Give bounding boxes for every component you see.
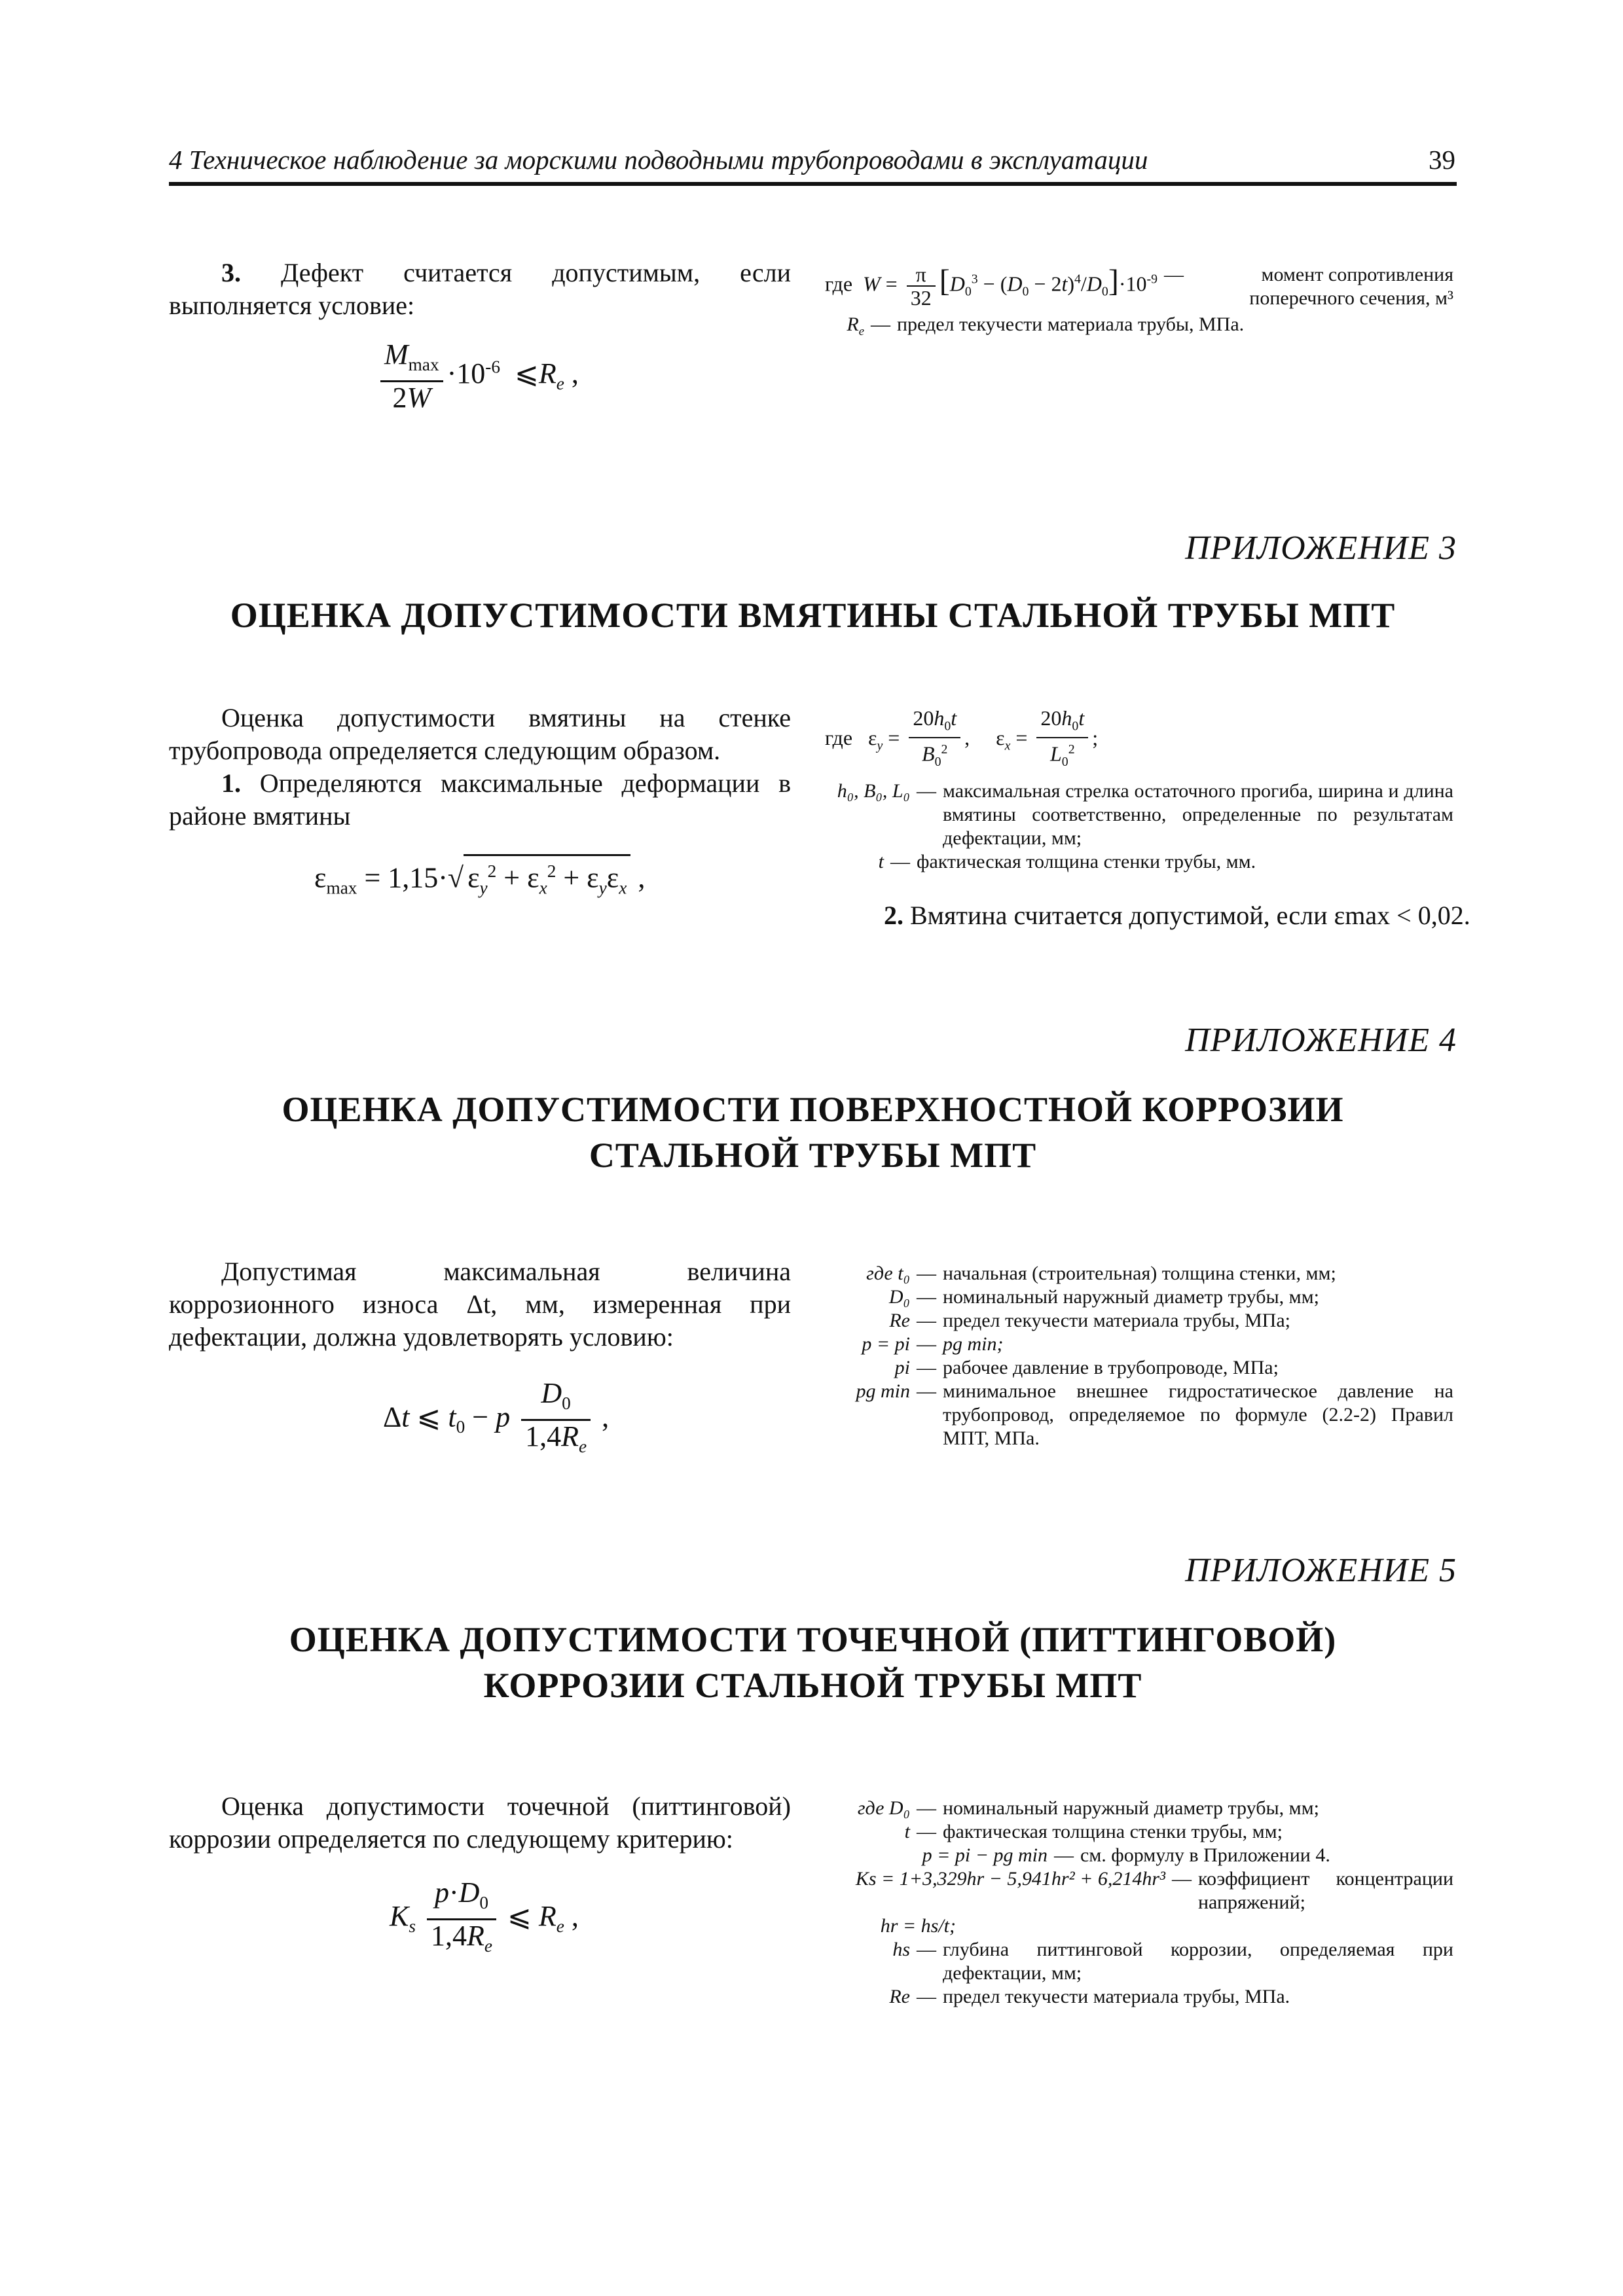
note-key: h₀, B₀, L₀ xyxy=(837,780,910,802)
note-row: p = pi − pg min — см. формулу в Приложении 4. xyxy=(825,1844,1453,1867)
note-row: где W = $\frac{\pi}{32}$ $[D_0^3 - (D_0 - 2t)^4/D_0]\cdot 10^{-9}$ — момент сопротивления поперечного сечения, м³ xyxy=(825,262,1453,310)
note-text: предел текучести материала трубы, МПа. xyxy=(897,314,1245,335)
note-row: pg min — минимальное внешнее гидростатическое давление на трубопровод, определяемое по формуле (2.2-2) Правил МПТ, МПа. xyxy=(825,1380,1453,1450)
note-row: p = pi — pg min; xyxy=(825,1333,1453,1356)
paragraph-text: Допустимая максимальная величина коррозионного износа Δt, мм, измеренная при дефектации, должна удовлетворять условию: xyxy=(169,1257,791,1352)
note-row: t — фактическая толщина стенки трубы, мм. xyxy=(825,850,1453,874)
running-header-title: 4 Техническое наблюдение за морскими подводными трубопроводами в эксплуатации xyxy=(169,145,1148,175)
item-number: 3. xyxy=(221,258,241,287)
appendix-3-notes xyxy=(825,707,1453,874)
note-row: где t₀ — начальная (строительная) толщина стенки, мм; xyxy=(825,1262,1453,1285)
note-row: $R_e$ — предел текучести материала трубы, МПа. xyxy=(825,313,1453,344)
note-key: t xyxy=(904,1821,910,1842)
note-key: Re xyxy=(889,1986,910,2007)
defect-condition-paragraph xyxy=(169,257,791,322)
appendix-5-notes xyxy=(825,1797,1453,2009)
strain-components-formula: где $\varepsilon_y$ = $\frac{20h_0t}{B_0^2}$ , $\varepsilon_x$ = $\frac{20h_0t}{L_0^2}$ ; xyxy=(825,706,1099,770)
note-row: pi — рабочее давление в трубопроводе, МПа; xyxy=(825,1356,1453,1380)
title-line: ОЦЕНКА ДОПУСТИМОСТИ ПОВЕРХНОСТНОЙ КОРРОЗИИ xyxy=(282,1090,1344,1129)
note-row: hs — глубина питтинговой коррозии, определяемая при дефектации, мм; xyxy=(825,1938,1453,1985)
max-strain-formula: $\varepsilon_{max} = 1,15\cdot√$ $\varepsilon_y^2 + \varepsilon_x^2 + \varepsilon_y\varepsilon_x$ , xyxy=(314,854,645,903)
note-row: Ks = 1+3,329hr − 5,941hr² + 6,214hr³ — коэффициент концентрации напряжений; xyxy=(825,1867,1453,1914)
appendix-4-text xyxy=(169,1255,791,1354)
title-line: ОЦЕНКА ДОПУСТИМОСТИ ТОЧЕЧНОЙ (ПИТТИНГОВОЙ) xyxy=(289,1620,1337,1659)
appendix-5-text xyxy=(169,1790,791,1856)
paragraph-text: Вмятина считается допустимой, если εmax < 0,02. xyxy=(903,901,1470,930)
paragraph-text: Оценка допустимости точечной (питтинговой) коррозии определяется по следующему критерию: xyxy=(169,1791,791,1854)
note-text: фактическая толщина стенки трубы, мм; xyxy=(943,1821,1283,1842)
note-key: где D₀ xyxy=(857,1797,910,1819)
note-key: Ks = 1+3,329hr − 5,941hr² + 6,214hr³ xyxy=(855,1868,1165,1890)
appendix-4-notes xyxy=(825,1262,1453,1450)
note-text: максимальная стрелка остаточного прогиба, ширина и длина вмятины соответственно, определенные по результатам дефектации, мм; xyxy=(943,780,1453,850)
section-modulus-formula: где W = $\frac{\pi}{32}$ $[D_0^3 - (D_0 - 2t)^4/D_0]\cdot 10^{-9}$ xyxy=(825,262,1158,310)
note-key: t xyxy=(878,851,884,873)
paragraph-text: Оценка допустимости вмятины на стенке трубопровода определяется следующим образом. xyxy=(169,703,791,765)
note-text: минимальное внешнее гидростатическое давление на трубопровод, определяемое по формуле (2.2-2) Правил МПТ, МПа. xyxy=(943,1380,1453,1449)
note-text: глубина питтинговой коррозии, определяемая при дефектации, мм; xyxy=(943,1939,1453,1984)
note-key: p = pi − pg min xyxy=(922,1844,1048,1866)
note-key: hr = hs/t; xyxy=(880,1915,956,1937)
item-number: 1. xyxy=(221,768,241,798)
note-key: Re xyxy=(889,1310,910,1331)
appendix-3-text xyxy=(169,702,791,833)
note-text: см. формулу в Приложении 4. xyxy=(1080,1844,1330,1866)
note-row: Re — предел текучести материала трубы, МПа. xyxy=(825,1985,1453,2009)
note-key: p = pi xyxy=(862,1333,910,1355)
pitting-criterion-formula: $K_s$ $\frac{p\cdot D_0}{1,4R_e}$ ⩽ $R_e$ , xyxy=(390,1876,579,1956)
running-header xyxy=(169,143,1457,186)
paragraph-text: Дефект считается допустимым, если выполняется условие: xyxy=(169,258,791,320)
title-line: КОРРОЗИИ СТАЛЬНОЙ ТРУБЫ МПТ xyxy=(483,1666,1142,1705)
note-row: D₀ — номинальный наружный диаметр трубы, мм; xyxy=(825,1285,1453,1309)
bending-formula-notes xyxy=(825,263,1453,344)
note-text: предел текучести материала трубы, МПа. xyxy=(943,1986,1290,2007)
paragraph-text: Определяются максимальные деформации в районе вмятины xyxy=(169,768,791,831)
appendix-3-label: ПРИЛОЖЕНИЕ 3 xyxy=(1185,529,1457,567)
appendix-5-title xyxy=(169,1617,1457,1708)
note-text: pg min; xyxy=(943,1333,1004,1355)
note-key: $R_e$ xyxy=(847,314,864,338)
appendix-4-title xyxy=(169,1086,1457,1178)
note-text: рабочее давление в трубопроводе, МПа; xyxy=(943,1357,1279,1378)
page-number: 39 xyxy=(1429,145,1455,175)
note-text: фактическая толщина стенки трубы, мм. xyxy=(917,851,1256,873)
bending-formula: $\frac{M_{max}}{2W}$ $\cdot 10^{-6}$ $⩽R_e$ , xyxy=(376,339,579,414)
note-text: номинальный наружный диаметр трубы, мм; xyxy=(943,1286,1319,1308)
note-row xyxy=(825,1914,1453,1938)
item-number: 2. xyxy=(884,901,903,930)
appendix-4-label: ПРИЛОЖЕНИЕ 4 xyxy=(1185,1022,1457,1059)
note-key: pg min xyxy=(856,1380,910,1402)
corrosion-allowance-formula: Δt ⩽ $t_0 - p$ $\frac{D_0}{1,4R_e}$ , xyxy=(383,1377,610,1456)
appendix-5-label: ПРИЛОЖЕНИЕ 5 xyxy=(1185,1552,1457,1589)
note-text: предел текучести материала трубы, МПа; xyxy=(943,1310,1290,1331)
note-row: t — фактическая толщина стенки трубы, мм; xyxy=(825,1820,1453,1844)
note-key: pi xyxy=(894,1357,910,1378)
appendix-3-title: ОЦЕНКА ДОПУСТИМОСТИ ВМЯТИНЫ СТАЛЬНОЙ ТРУБЫ МПТ xyxy=(230,596,1396,635)
note-row: Re — предел текучести материала трубы, МПа; xyxy=(825,1309,1453,1333)
note-text: начальная (строительная) толщина стенки, мм; xyxy=(943,1263,1336,1284)
note-key: где t₀ xyxy=(866,1263,910,1284)
note-text: момент сопротивления поперечного сечения, м³ xyxy=(1249,264,1453,309)
note-row: h₀, B₀, L₀ — максимальная стрелка остаточного прогиба, ширина и длина вмятины соответственно, определенные по результатам дефектации, мм; xyxy=(825,780,1453,850)
title-line: СТАЛЬНОЙ ТРУБЫ МПТ xyxy=(589,1136,1037,1175)
note-key: D₀ xyxy=(888,1286,910,1308)
note-row: где D₀ — номинальный наружный диаметр трубы, мм; xyxy=(825,1797,1453,1820)
note-text: номинальный наружный диаметр трубы, мм; xyxy=(943,1797,1319,1819)
dent-acceptance-paragraph xyxy=(884,900,1470,931)
note-text: коэффициент концентрации напряжений; xyxy=(1198,1868,1453,1913)
note-key: hs xyxy=(892,1939,910,1960)
